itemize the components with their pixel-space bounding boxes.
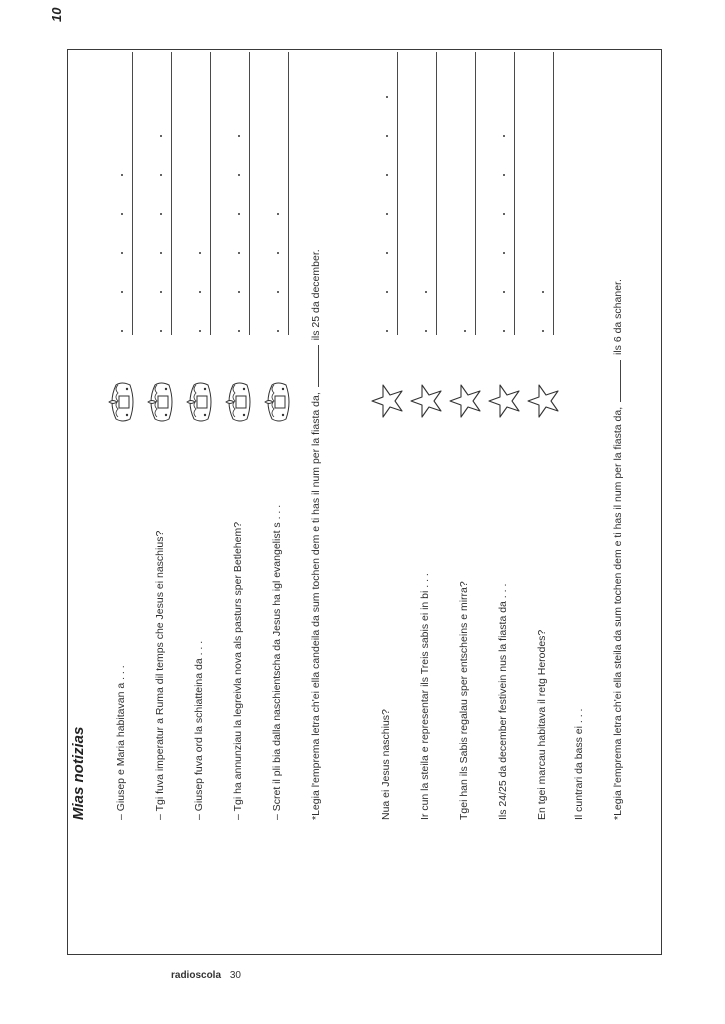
letter-slot-dot (503, 252, 505, 254)
answer-line[interactable] (397, 52, 398, 335)
question-text: – Giusep e Maria habitavan a . . . (115, 665, 127, 820)
footer-page-number: 30 (229, 970, 241, 981)
instruction-suffix: ils 6 da schaner. (612, 279, 624, 356)
letter-slot-dot (277, 213, 279, 215)
star-icon (449, 384, 488, 418)
letter-slot-dot (503, 330, 505, 332)
instruction-suffix: ils 25 da december. (310, 249, 322, 341)
letter-slot-dot (238, 330, 240, 332)
letter-slot-dot (542, 291, 544, 293)
answer-line[interactable] (475, 52, 476, 335)
letter-slot-dot (386, 174, 388, 176)
letter-slot-dot (160, 174, 162, 176)
star-icon (410, 384, 449, 418)
letter-slot-dot (542, 330, 544, 332)
letter-slot-dot (238, 291, 240, 293)
letter-slot-dot (199, 330, 201, 332)
candle-icon (264, 379, 299, 425)
rotated-worksheet (45, 0, 624, 850)
letter-slot-dot (160, 135, 162, 137)
question-text: Tgei han ils Sabis regalau sper entscheins e mirra? (458, 581, 470, 820)
letter-slot-dot (386, 135, 388, 137)
letter-slot-dot (386, 96, 388, 98)
answer-line[interactable] (132, 52, 133, 335)
star-icon (527, 384, 566, 418)
question-text: Ils 24/25 da december festivein nus la fiasta da . . . (497, 583, 509, 820)
letter-slot-dot (277, 330, 279, 332)
answer-line[interactable] (288, 52, 289, 335)
answer-blank[interactable] (619, 360, 621, 402)
question-text: Il cuntrari da bass ei . . . (573, 708, 585, 820)
instruction-prefix: *Legia l'emprema letra ch'ei ella candeila da sum tochen dem e ti has il num per la fiasta da, (310, 392, 322, 820)
instruction-prefix: *Legia l'emprema letra ch'ei ella steila da sum tochen dem e ti has il num per la fiasta da, (612, 406, 624, 820)
answer-line[interactable] (210, 52, 211, 335)
letter-slot-dot (503, 135, 505, 137)
letter-slot-dot (277, 291, 279, 293)
answer-line[interactable] (553, 52, 554, 335)
answer-line[interactable] (514, 52, 515, 335)
letter-slot-dot (386, 213, 388, 215)
letter-slot-dot (121, 291, 123, 293)
question-text: Ir cun la steila e representar ils Treis sabis ei in bi . . . (419, 573, 431, 820)
letter-slot-dot (160, 252, 162, 254)
letter-slot-dot (425, 330, 427, 332)
instruction-line (310, 249, 322, 820)
letter-slot-dot (121, 213, 123, 215)
letter-slot-dot (277, 252, 279, 254)
letter-slot-dot (160, 291, 162, 293)
candle-icon (108, 379, 143, 425)
letter-slot-dot (199, 291, 201, 293)
instruction-line (612, 279, 624, 820)
footer-brand: radioscola (171, 970, 222, 981)
answer-blank[interactable] (317, 345, 319, 387)
letter-slot-dot (503, 291, 505, 293)
question-text: – Giusep fuva ord la schiatteina da . . . (193, 640, 205, 820)
page-number: 10 (49, 7, 64, 22)
answer-line[interactable] (249, 52, 250, 335)
question-text: Nua ei Jesus naschius? (380, 709, 392, 820)
star-icon (371, 384, 410, 418)
letter-slot-dot (199, 252, 201, 254)
letter-slot-dot (121, 252, 123, 254)
worksheet-title: Mias notizias (70, 726, 87, 820)
question-text: – Tgi ha annunziau la legreivla nova als pasturs sper Betlehem? (232, 521, 244, 820)
letter-slot-dot (386, 291, 388, 293)
star-icon (488, 384, 527, 418)
letter-slot-dot (238, 213, 240, 215)
letter-slot-dot (160, 330, 162, 332)
letter-slot-dot (238, 252, 240, 254)
letter-slot-dot (464, 330, 466, 332)
answer-line[interactable] (171, 52, 172, 335)
candle-icon (147, 379, 182, 425)
page-footer (171, 970, 241, 981)
candle-icon (225, 379, 260, 425)
question-text: En tgei marcau habitava il retg Herodes? (536, 629, 548, 820)
letter-slot-dot (503, 213, 505, 215)
question-text: – Tgi fuva imperatur a Ruma dil temps che Jesus ei naschius? (154, 530, 166, 820)
letter-slot-dot (386, 252, 388, 254)
letter-slot-dot (503, 174, 505, 176)
answer-line[interactable] (436, 52, 437, 335)
candle-icon (186, 379, 221, 425)
letter-slot-dot (121, 330, 123, 332)
letter-slot-dot (121, 174, 123, 176)
letter-slot-dot (425, 291, 427, 293)
question-text: – Scret il pli bia dalla naschientscha da Jesus ha igl evangelist s . . . (271, 504, 283, 820)
letter-slot-dot (238, 174, 240, 176)
letter-slot-dot (238, 135, 240, 137)
letter-slot-dot (386, 330, 388, 332)
letter-slot-dot (160, 213, 162, 215)
